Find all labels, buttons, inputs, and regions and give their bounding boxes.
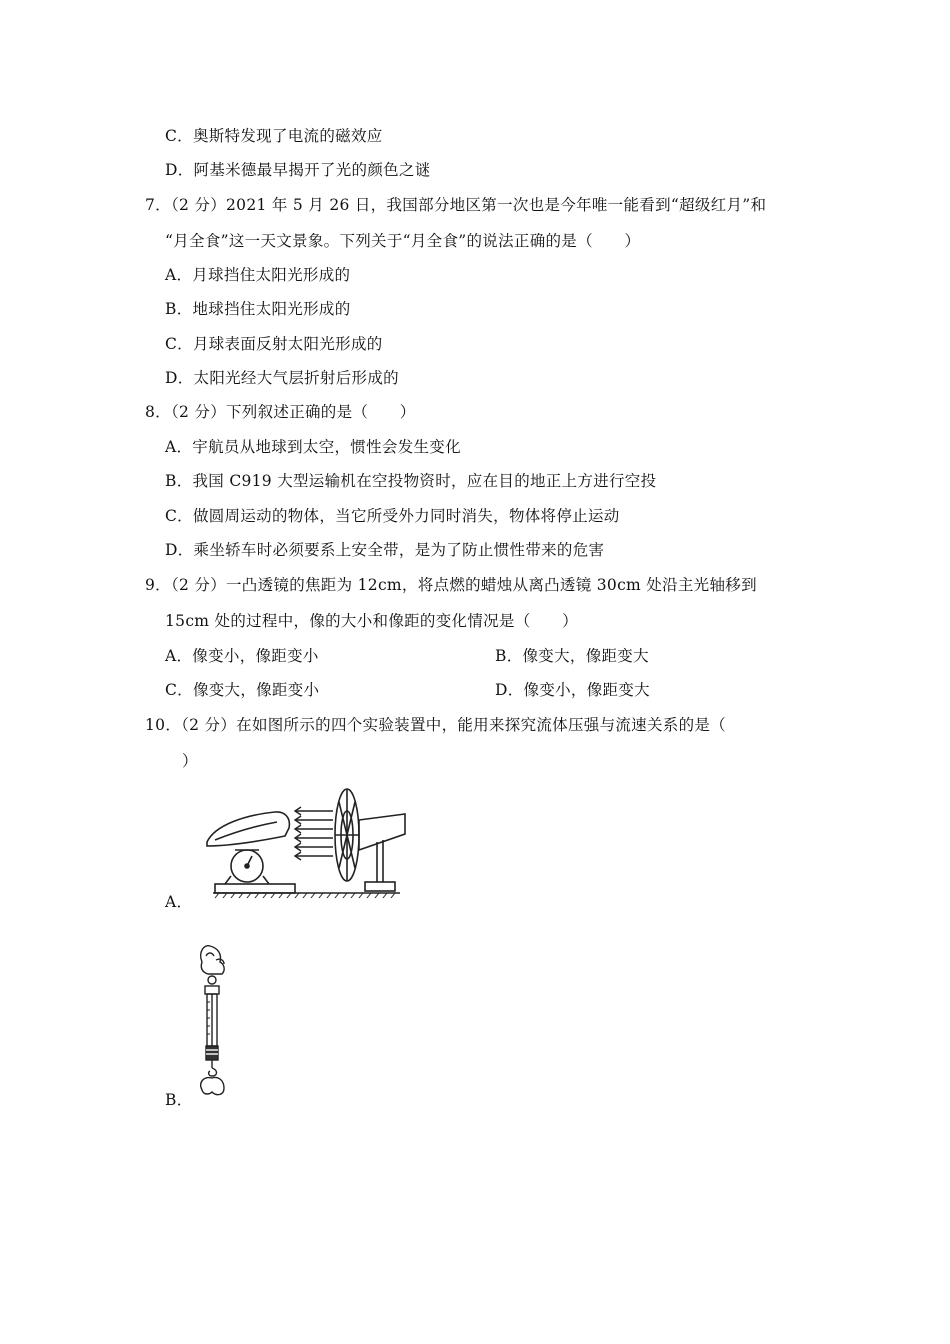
q6-option-d: D．阿基米德最早揭开了光的颜色之谜 — [165, 161, 431, 179]
q10-option-a-figure — [195, 780, 415, 908]
q8-option-a: A．宇航员从地球到太空，惯性会发生变化 — [165, 438, 461, 456]
q10-stem-line1: 10．（2 分）在如图所示的四个实验装置中，能用来探究流体压强与流速关系的是（ — [145, 716, 726, 734]
q9-option-b: B．像变大，像距变大 — [495, 647, 649, 665]
q10-option-b-label: B． — [165, 1091, 193, 1109]
q10-option-b-figure — [190, 940, 240, 1105]
q10-stem-line2: ） — [182, 752, 198, 770]
q8-option-c: C．做圆周运动的物体，当它所受外力同时消失，物体将停止运动 — [165, 507, 620, 525]
q9-option-a: A．像变小，像距变小 — [165, 647, 319, 665]
q7-option-b: B．地球挡住太阳光形成的 — [165, 300, 351, 318]
q7-stem-line1: 7．（2 分）2021 年 5 月 26 日，我国部分地区第一次也是今年唯一能看到“超级红月”和 — [145, 196, 767, 214]
q9-option-d: D．像变小，像距变大 — [495, 681, 650, 699]
q8-stem: 8．（2 分）下列叙述正确的是（ ） — [145, 403, 416, 421]
q10-option-a-label: A． — [165, 893, 193, 911]
q7-option-d: D．太阳光经大气层折射后形成的 — [165, 369, 399, 387]
q7-option-a: A．月球挡住太阳光形成的 — [165, 266, 351, 284]
q8-option-b: B．我国 C919 大型运输机在空投物资时，应在目的地正上方进行空投 — [165, 472, 657, 490]
q8-option-d: D．乘坐轿车时必须要系上安全带，是为了防止惯性带来的危害 — [165, 541, 605, 559]
q9-stem-line2: 15cm 处的过程中，像的大小和像距的变化情况是（ ） — [165, 612, 578, 630]
q9-stem-line1: 9．（2 分）一凸透镜的焦距为 12cm，将点燃的蜡烛从离凸透镜 30cm 处沿主光轴移到 — [145, 576, 757, 594]
q7-option-c: C．月球表面反射太阳光形成的 — [165, 335, 383, 353]
q6-option-c: C．奥斯特发现了电流的磁效应 — [165, 127, 383, 145]
q9-option-c: C．像变大，像距变小 — [165, 681, 320, 699]
q7-stem-line2: “月全食”这一天文景象。下列关于“月全食”的说法正确的是（ ） — [165, 232, 641, 250]
